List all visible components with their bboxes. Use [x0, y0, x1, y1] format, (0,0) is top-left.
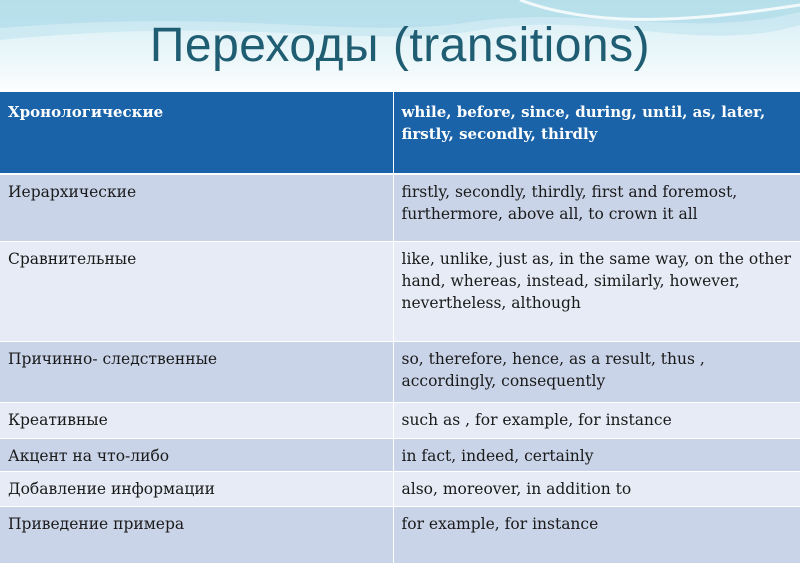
category-cell: Акцент на что-либо [0, 438, 393, 471]
examples-cell: also, moreover, in addition to [393, 471, 800, 506]
examples-cell: so, therefore, hence, as a result, thus , accordingly, consequently [393, 341, 800, 402]
transitions-table [0, 92, 800, 564]
category-cell: Иерархические [0, 174, 393, 241]
table-row [0, 438, 800, 471]
examples-cell: for example, for instance [393, 506, 800, 563]
examples-cell: such as , for example, for instance [393, 402, 800, 438]
category-cell: Приведение примера [0, 506, 393, 563]
table-row [0, 471, 800, 506]
table-row [0, 174, 800, 241]
table-header-row [0, 92, 800, 174]
table-row [0, 506, 800, 563]
category-cell: Причинно- следственные [0, 341, 393, 402]
table-row [0, 341, 800, 402]
table-row [0, 241, 800, 341]
slide-title: Переходы (transitions) [149, 19, 651, 72]
header-category-cell: Хронологические [0, 92, 393, 174]
category-cell: Сравнительные [0, 241, 393, 341]
category-cell: Креативные [0, 402, 393, 438]
examples-cell: firstly, secondly, thirdly, first and foremost, furthermore, above all, to crown it all [393, 174, 800, 241]
category-cell: Добавление информации [0, 471, 393, 506]
examples-cell: in fact, indeed, certainly [393, 438, 800, 471]
table-row [0, 402, 800, 438]
examples-cell: like, unlike, just as, in the same way, on the other hand, whereas, instead, similarly, however, nevertheless, although [393, 241, 800, 341]
header-examples-cell: while, before, since, during, until, as, later, firstly, secondly, thirdly [393, 92, 800, 174]
